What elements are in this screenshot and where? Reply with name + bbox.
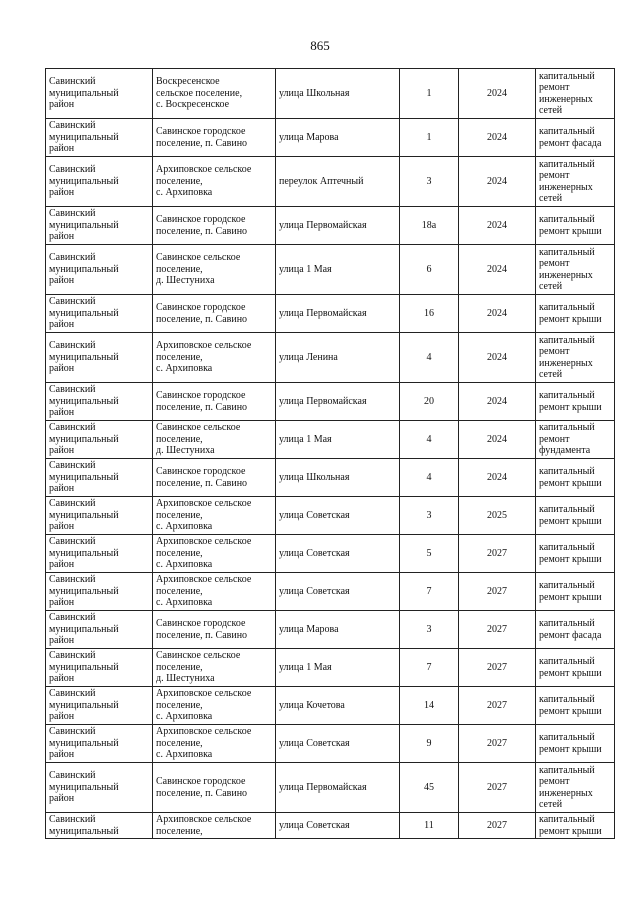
cell-district: Савинский муниципальный район	[46, 763, 153, 813]
table-row	[46, 763, 615, 813]
cell-year: 2024	[459, 295, 536, 333]
cell-house-number: 4	[400, 333, 459, 383]
cell-street: улица Ленина	[276, 333, 400, 383]
cell-street: улица Советская	[276, 813, 400, 839]
cell-year: 2024	[459, 119, 536, 157]
table-row	[46, 497, 615, 535]
cell-settlement: Савинское городское поселение, п. Савино	[153, 763, 276, 813]
cell-district: Савинский муниципальный район	[46, 649, 153, 687]
cell-work-type: капитальный ремонт крыши	[536, 207, 615, 245]
cell-house-number: 11	[400, 813, 459, 839]
cell-street: переулок Аптечный	[276, 157, 400, 207]
cell-settlement: Архиповское сельское поселение, с. Архиповка	[153, 333, 276, 383]
cell-year: 2027	[459, 649, 536, 687]
cell-district: Савинский муниципальный район	[46, 573, 153, 611]
cell-year: 2024	[459, 157, 536, 207]
cell-house-number: 4	[400, 459, 459, 497]
cell-work-type: капитальный ремонт крыши	[536, 813, 615, 839]
cell-street: улица Советская	[276, 573, 400, 611]
table-row	[46, 383, 615, 421]
cell-settlement: Архиповское сельское поселение,	[153, 813, 276, 839]
repair-schedule-table	[45, 68, 615, 839]
cell-settlement: Архиповское сельское поселение, с. Архиповка	[153, 573, 276, 611]
cell-year: 2024	[459, 459, 536, 497]
cell-year: 2027	[459, 535, 536, 573]
cell-settlement: Архиповское сельское поселение, с. Архиповка	[153, 157, 276, 207]
cell-house-number: 3	[400, 157, 459, 207]
cell-district: Савинский муниципальный	[46, 813, 153, 839]
cell-settlement: Архиповское сельское поселение, с. Архиповка	[153, 687, 276, 725]
cell-settlement: Савинское сельское поселение, д. Шестуниха	[153, 421, 276, 459]
cell-street: улица Кочетова	[276, 687, 400, 725]
cell-settlement: Архиповское сельское поселение, с. Архиповка	[153, 497, 276, 535]
table-row	[46, 687, 615, 725]
cell-district: Савинский муниципальный район	[46, 687, 153, 725]
cell-house-number: 9	[400, 725, 459, 763]
cell-district: Савинский муниципальный район	[46, 421, 153, 459]
table-row	[46, 207, 615, 245]
table-row	[46, 649, 615, 687]
cell-street: улица Марова	[276, 611, 400, 649]
cell-street: улица Советская	[276, 535, 400, 573]
cell-year: 2024	[459, 69, 536, 119]
cell-year: 2027	[459, 763, 536, 813]
cell-settlement: Савинское городское поселение, п. Савино	[153, 207, 276, 245]
table-row	[46, 157, 615, 207]
cell-district: Савинский муниципальный район	[46, 383, 153, 421]
cell-work-type: капитальный ремонт инженерных сетей	[536, 157, 615, 207]
cell-street: улица Советская	[276, 725, 400, 763]
cell-work-type: капитальный ремонт крыши	[536, 383, 615, 421]
cell-year: 2024	[459, 383, 536, 421]
cell-work-type: капитальный ремонт фундамента	[536, 421, 615, 459]
cell-street: улица 1 Мая	[276, 649, 400, 687]
table-row	[46, 725, 615, 763]
cell-settlement: Савинское городское поселение, п. Савино	[153, 383, 276, 421]
cell-settlement: Савинское городское поселение, п. Савино	[153, 611, 276, 649]
cell-house-number: 7	[400, 649, 459, 687]
cell-year: 2027	[459, 611, 536, 649]
cell-year: 2027	[459, 573, 536, 611]
cell-work-type: капитальный ремонт фасада	[536, 119, 615, 157]
cell-settlement: Савинское сельское поселение, д. Шестуниха	[153, 245, 276, 295]
cell-work-type: капитальный ремонт крыши	[536, 459, 615, 497]
table-row	[46, 295, 615, 333]
cell-district: Савинский муниципальный район	[46, 157, 153, 207]
cell-work-type: капитальный ремонт крыши	[536, 295, 615, 333]
cell-house-number: 6	[400, 245, 459, 295]
cell-work-type: капитальный ремонт фасада	[536, 611, 615, 649]
table-row	[46, 119, 615, 157]
cell-district: Савинский муниципальный район	[46, 245, 153, 295]
table-row	[46, 459, 615, 497]
cell-street: улица Первомайская	[276, 207, 400, 245]
cell-year: 2027	[459, 813, 536, 839]
table-row	[46, 535, 615, 573]
page-number: 865	[310, 38, 330, 53]
cell-settlement: Архиповское сельское поселение, с. Архиповка	[153, 725, 276, 763]
cell-street: улица Первомайская	[276, 383, 400, 421]
cell-district: Савинский муниципальный район	[46, 725, 153, 763]
cell-street: улица 1 Мая	[276, 245, 400, 295]
cell-district: Савинский муниципальный район	[46, 295, 153, 333]
cell-year: 2027	[459, 725, 536, 763]
cell-district: Савинский муниципальный район	[46, 535, 153, 573]
cell-settlement: Архиповское сельское поселение, с. Архиповка	[153, 535, 276, 573]
table-row	[46, 611, 615, 649]
cell-settlement: Савинское городское поселение, п. Савино	[153, 295, 276, 333]
cell-house-number: 14	[400, 687, 459, 725]
cell-street: улица Советская	[276, 497, 400, 535]
cell-settlement: Савинское городское поселение, п. Савино	[153, 459, 276, 497]
cell-street: улица Школьная	[276, 69, 400, 119]
cell-work-type: капитальный ремонт инженерных сетей	[536, 763, 615, 813]
cell-work-type: капитальный ремонт крыши	[536, 687, 615, 725]
table-row	[46, 69, 615, 119]
cell-house-number: 3	[400, 611, 459, 649]
cell-street: улица Первомайская	[276, 763, 400, 813]
cell-house-number: 7	[400, 573, 459, 611]
cell-work-type: капитальный ремонт инженерных сетей	[536, 69, 615, 119]
cell-house-number: 18а	[400, 207, 459, 245]
table-row	[46, 333, 615, 383]
cell-work-type: капитальный ремонт крыши	[536, 535, 615, 573]
table-row	[46, 813, 615, 839]
cell-house-number: 1	[400, 119, 459, 157]
cell-work-type: капитальный ремонт инженерных сетей	[536, 245, 615, 295]
cell-settlement: Воскресенское сельское поселение, с. Воскресенское	[153, 69, 276, 119]
cell-district: Савинский муниципальный район	[46, 611, 153, 649]
table-row	[46, 245, 615, 295]
cell-work-type: капитальный ремонт крыши	[536, 497, 615, 535]
cell-year: 2024	[459, 207, 536, 245]
cell-work-type: капитальный ремонт крыши	[536, 649, 615, 687]
cell-house-number: 20	[400, 383, 459, 421]
cell-district: Савинский муниципальный район	[46, 207, 153, 245]
cell-street: улица Первомайская	[276, 295, 400, 333]
cell-year: 2027	[459, 687, 536, 725]
cell-year: 2025	[459, 497, 536, 535]
cell-house-number: 4	[400, 421, 459, 459]
table-row	[46, 421, 615, 459]
cell-work-type: капитальный ремонт крыши	[536, 725, 615, 763]
cell-work-type: капитальный ремонт крыши	[536, 573, 615, 611]
cell-district: Савинский муниципальный район	[46, 333, 153, 383]
cell-street: улица Марова	[276, 119, 400, 157]
cell-street: улица Школьная	[276, 459, 400, 497]
table-row	[46, 573, 615, 611]
cell-house-number: 16	[400, 295, 459, 333]
cell-house-number: 45	[400, 763, 459, 813]
cell-year: 2024	[459, 245, 536, 295]
cell-street: улица 1 Мая	[276, 421, 400, 459]
cell-year: 2024	[459, 333, 536, 383]
cell-district: Савинский муниципальный район	[46, 459, 153, 497]
cell-house-number: 5	[400, 535, 459, 573]
cell-district: Савинский муниципальный район	[46, 69, 153, 119]
cell-house-number: 1	[400, 69, 459, 119]
cell-house-number: 3	[400, 497, 459, 535]
cell-settlement: Савинское сельское поселение, д. Шестуниха	[153, 649, 276, 687]
cell-settlement: Савинское городское поселение, п. Савино	[153, 119, 276, 157]
cell-district: Савинский муниципальный район	[46, 497, 153, 535]
cell-district: Савинский муниципальный район	[46, 119, 153, 157]
table-body	[46, 69, 615, 839]
cell-year: 2024	[459, 421, 536, 459]
cell-work-type: капитальный ремонт инженерных сетей	[536, 333, 615, 383]
